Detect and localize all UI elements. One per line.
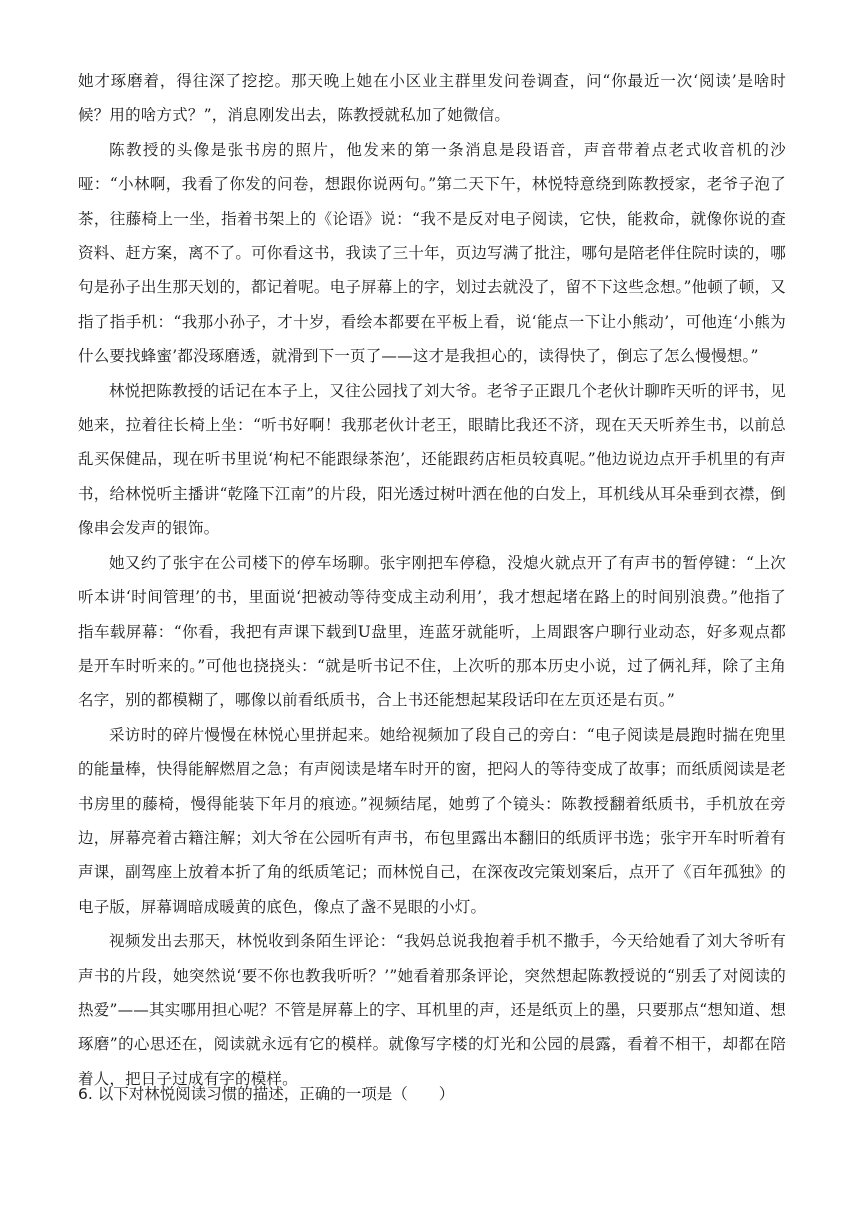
question-6: 6. 以下对林悦阅读习惯的描述，正确的一项是（ ） <box>78 1085 455 1103</box>
article-body <box>78 64 786 1096</box>
paragraph-2: 陈教授的头像是张书房的照片，他发来的第一条消息是段语音，声音带着点老式收音机的沙哑：“小林啊，我看了你发的问卷，想跟你说两句。”第二天下午，林悦特意绕到陈教授家，老爷子泡了茶，往藤椅上一坐，指着书架上的《论语》说：“我不是反对电子阅读，它快，能救命，就像你说的查资料、赶方案，离不了。可你看这书，我读了三十年，页边写满了批注，哪句是陪老伴住院时读的，哪句是孙子出生那天划的，都记着呢。电子屏幕上的字，划过去就没了，留不下这些念想。”他顿了顿，又指了指手机：“我那小孙子，才十岁，看绘本都要在平板上看，说‘能点一下让小熊动’，可他连‘小熊为什么要找蜂蜜’都没琢磨透，就滑到下一页了——这才是我担心的，读得快了，倒忘了怎么慢慢想。” <box>78 140 786 366</box>
paragraph-1: 她才琢磨着，得往深了挖挖。那天晚上她在小区业主群里发问卷调查，问“你最近一次‘阅读’是啥时候？用的啥方式？”，消息刚发出去，陈教授就私加了她微信。 <box>78 72 786 125</box>
paragraph-3: 林悦把陈教授的话记在本子上，又往公园找了刘大爷。老爷子正跟几个老伙计聊昨天听的评书，见她来，拉着往长椅上坐：“听书好啊！我那老伙计老王，眼睛比我还不济，现在天天听养生书，以前总乱买保健品，现在听书里说‘枸杞不能跟绿茶泡’，还能跟药店柜员较真呢。”他边说边点开手机里的有声书，给林悦听主播讲“乾隆下江南”的片段，阳光透过树叶洒在他的白发上，耳机线从耳朵垂到衣襟，倒像串会发声的银饰。 <box>78 381 786 538</box>
paragraph-6: 视频发出去那天，林悦收到条陌生评论：“我妈总说我抱着手机不撒手，今天给她看了刘大爷听有声书的片段，她突然说‘要不你也教我听听？’”她看着那条评论，突然想起陈教授说的“别丢了对阅读的热爱”——其实哪用担心呢？不管是屏幕上的字、耳机里的声，还是纸页上的墨，只要那点“想知道、想琢磨”的心思还在，阅读就永远有它的模样。就像写字楼的灯光和公园的晨露，看着不相干，却都在陪着人，把日子过成有字的模样。 <box>78 932 786 1088</box>
paragraph-4: 她又约了张宇在公司楼下的停车场聊。张宇刚把车停稳，没熄火就点开了有声书的暂停键：“上次听本讲‘时间管理’的书，里面说‘把被动等待变成主动利用’，我才想起堵在路上的时间别浪费。”他指了指车载屏幕：“你看，我把有声课下载到U盘里，连蓝牙就能听，上周跟客户聊行业动态，好多观点都是开车时听来的。”可他也挠挠头：“就是听书记不住，上次听的那本历史小说，过了俩礼拜，除了主角名字，别的都模糊了，哪像以前看纸质书，合上书还能想起某段话印在左页还是右页。” <box>78 553 786 710</box>
paragraph-5: 采访时的碎片慢慢在林悦心里拼起来。她给视频加了段自己的旁白：“电子阅读是晨跑时揣在兜里的能量棒，快得能解燃眉之急；有声阅读是堵车时开的窗，把闷人的等待变成了故事；而纸质阅读是老书房里的藤椅，慢得能装下年月的痕迹。”视频结尾，她剪了个镜头：陈教授翻着纸质书，手机放在旁边，屏幕亮着古籍注解；刘大爷在公园听有声书，布包里露出本翻旧的纸质评书选；张宇开车时听着有声课，副驾座上放着本折了角的纸质笔记；而林悦自己，在深夜改完策划案后，点开了《百年孤独》的电子版，屏幕调暗成暖黄的底色，像点了盏不晃眼的小灯。 <box>78 725 786 916</box>
